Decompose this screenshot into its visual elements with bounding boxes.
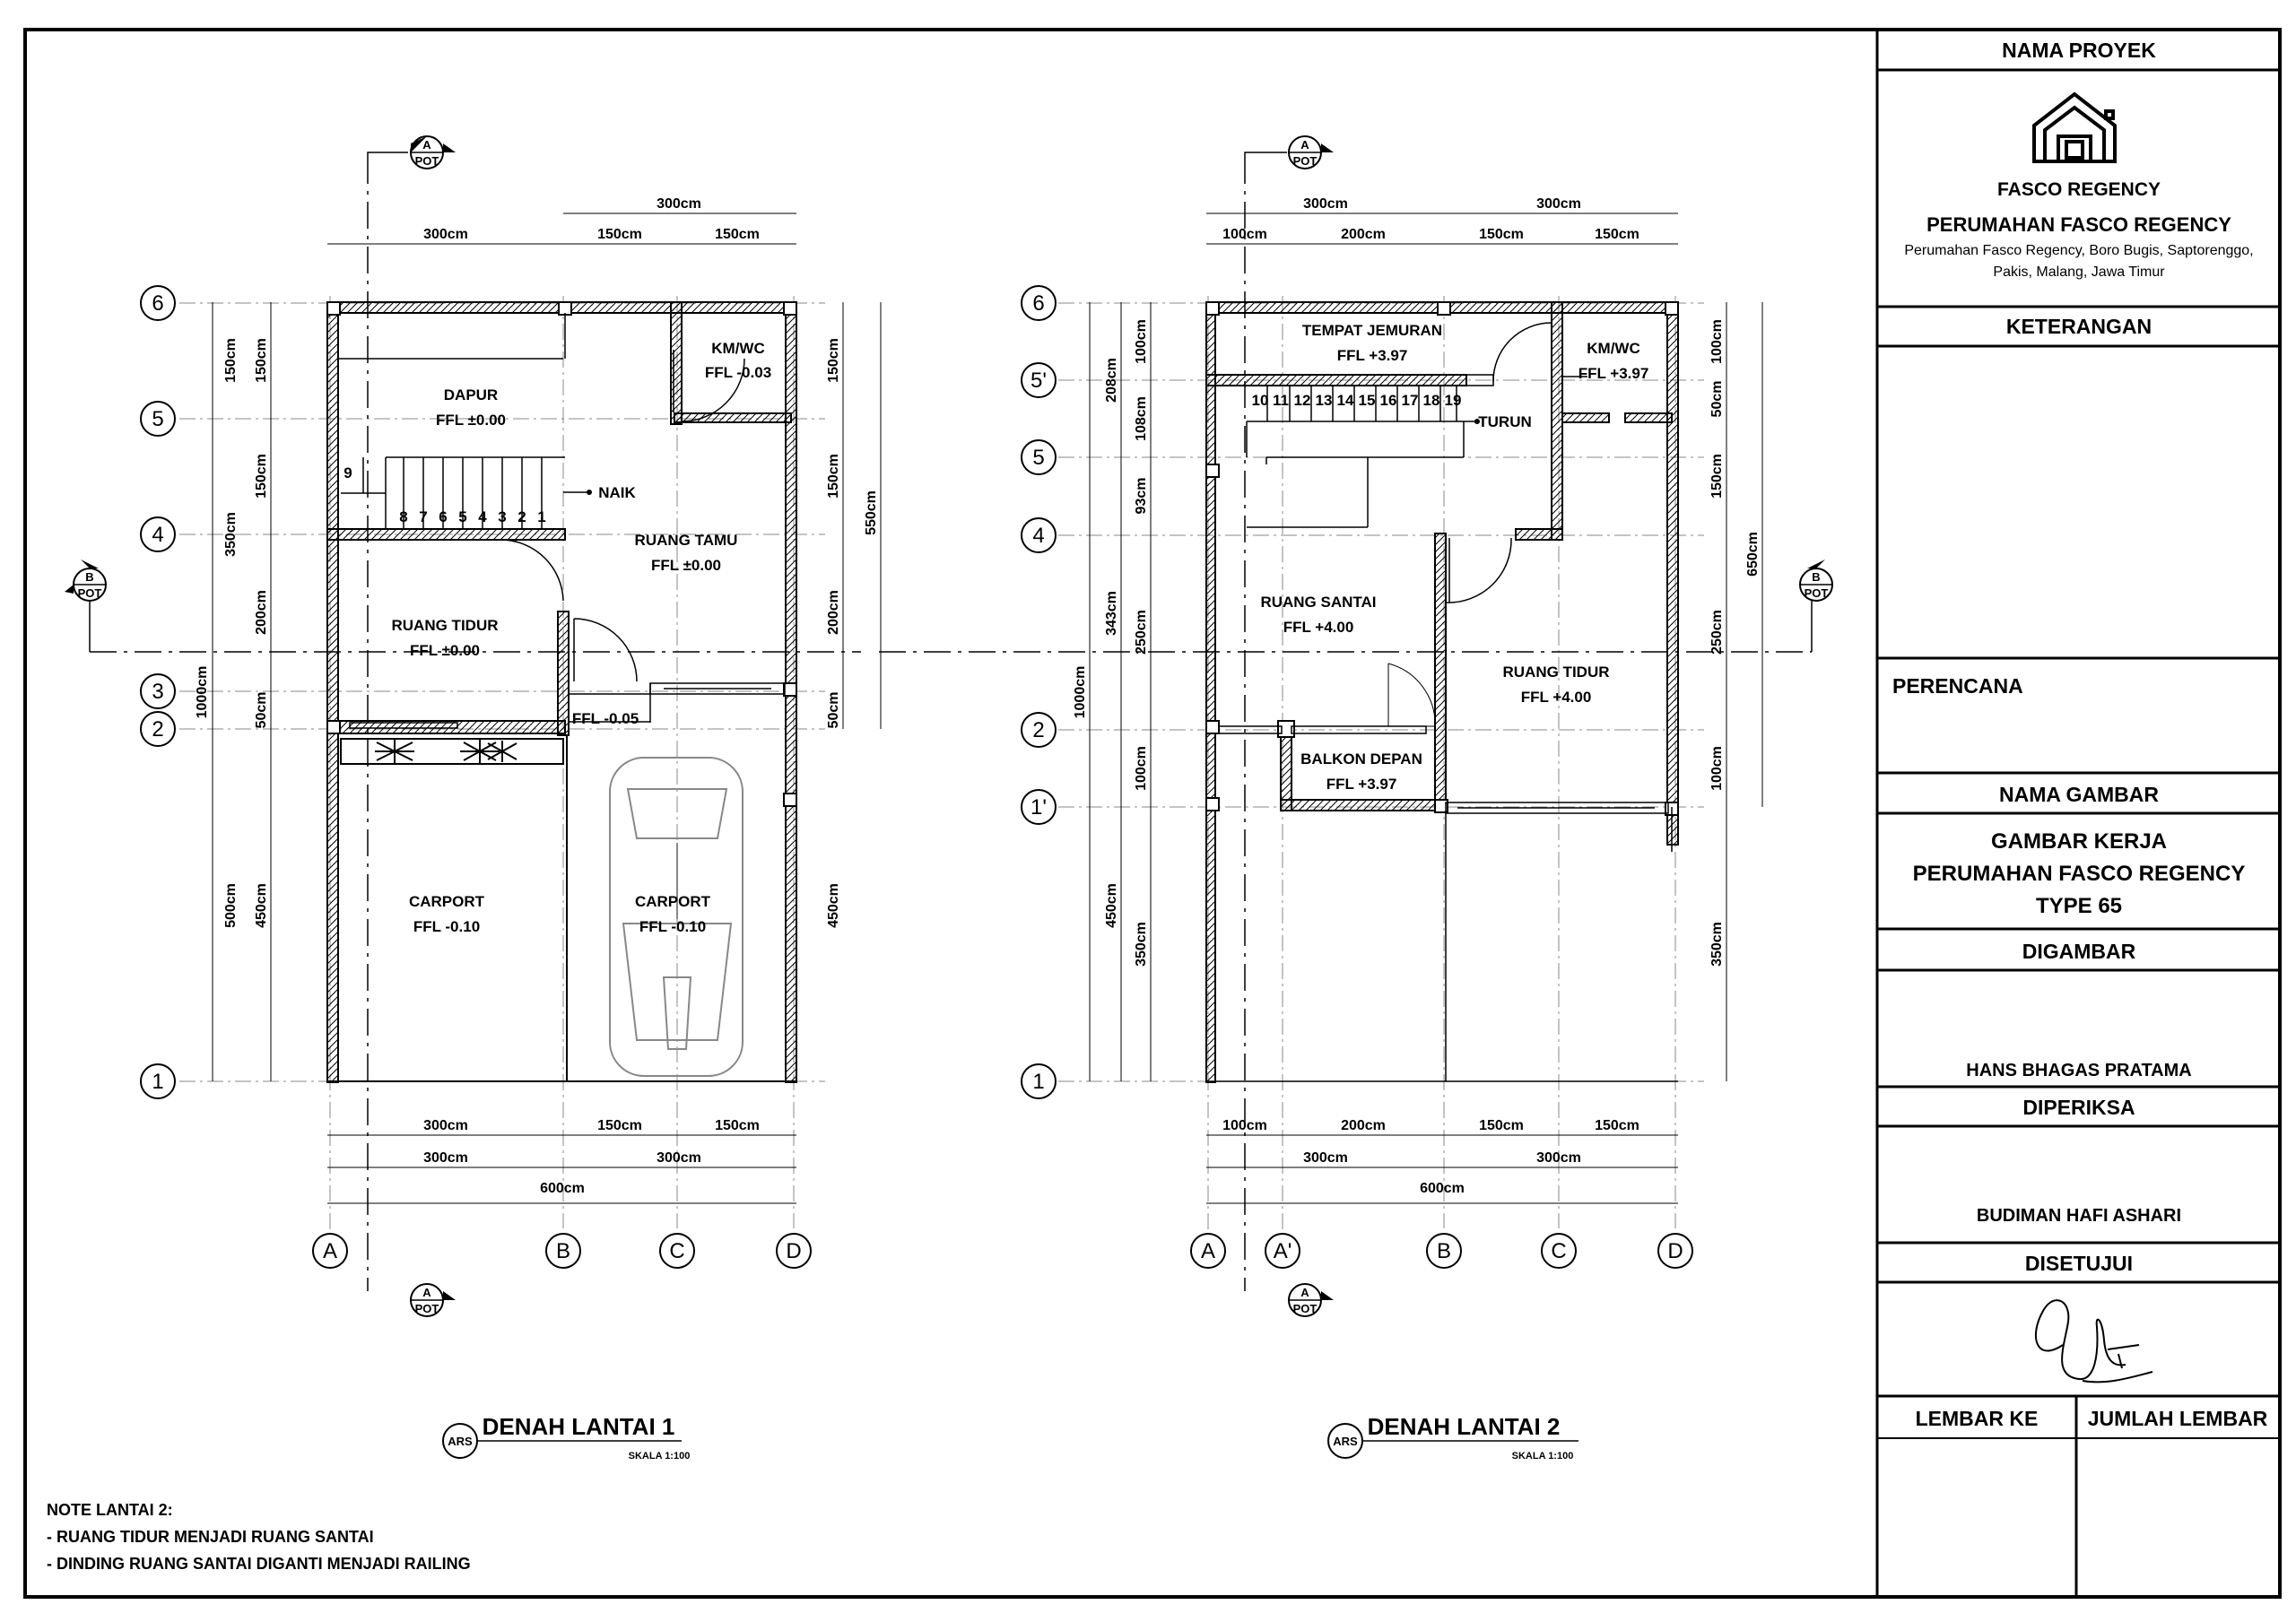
room-tidur-2: RUANG TIDUR (1502, 664, 1610, 681)
signature-icon (2036, 1300, 2152, 1382)
f1-pot-top: POT (414, 154, 439, 168)
f2-dim-left-100b: 100cm (1134, 746, 1149, 791)
checked-header: DIPERIKSA (2022, 1096, 2135, 1119)
room-tidur-ffl: FFL ±0.00 (410, 642, 480, 659)
room-dapur-ffl: FFL ±0.00 (436, 412, 506, 429)
f1-dim-right-150a: 150cm (826, 338, 841, 383)
stair-step-17: 17 (1401, 392, 1419, 409)
f2-dim-left-100: 100cm (1134, 319, 1149, 364)
stair-step-13: 13 (1315, 392, 1333, 409)
teras-ffl: FFL -0.05 (571, 710, 639, 727)
f2-dim-bot-total: 600cm (1420, 1181, 1465, 1196)
stair-naik-label: NAIK (598, 484, 636, 501)
room-jemuran: TEMPAT JEMURAN (1301, 322, 1443, 339)
f1-dim-top-b: 150cm (597, 227, 642, 242)
room-carport-1-ffl: FFL -0.10 (413, 918, 481, 935)
f1-grid-1: 1 (152, 1070, 164, 1094)
room-tidur: RUANG TIDUR (391, 617, 499, 634)
f1-dim-bot-a: 300cm (423, 1118, 468, 1133)
stair-step-11: 11 (1273, 392, 1289, 409)
f2-dim-left-343: 343cm (1104, 591, 1119, 636)
project-address-2: Pakis, Malang, Jawa Timur (1993, 265, 2165, 280)
stair-step-7: 7 (419, 508, 428, 525)
room-santai: RUANG SANTAI (1260, 594, 1377, 611)
f1-dim-bot2-a: 300cm (423, 1150, 468, 1166)
room-carport-1: CARPORT (408, 893, 485, 910)
f2-pot-a-bot: A (1300, 1286, 1309, 1299)
f2-dim-left-108: 108cm (1134, 396, 1149, 441)
stair-step-5: 5 (458, 508, 467, 525)
f2-dim-top2-a: 100cm (1222, 227, 1267, 242)
f2-grid-5p: 5' (1031, 369, 1047, 393)
f2-dim-right-100: 100cm (1709, 319, 1725, 364)
f2-pot-top: POT (1292, 154, 1318, 168)
f2-dim-right-250: 250cm (1709, 610, 1725, 655)
f1-dim-right-450: 450cm (826, 883, 841, 928)
f1-grid-a: A (322, 1239, 338, 1263)
f1-pot-a-top: A (422, 138, 431, 152)
f1-dim-left-150c: 150cm (254, 454, 269, 499)
f1-dim-bot-total: 600cm (540, 1181, 585, 1196)
f2-dim-bot-d: 150cm (1595, 1118, 1639, 1133)
f1-grid-5: 5 (152, 407, 164, 431)
drawing-name-2: PERUMAHAN FASCO REGENCY (1912, 862, 2246, 886)
drawing-name-1: GAMBAR KERJA (1990, 829, 2168, 854)
f2-grid-b: B (1436, 1239, 1452, 1263)
f2-pot-side: POT (1804, 586, 1829, 600)
f2-dim-left-total: 1000cm (1073, 665, 1088, 719)
f1-dim-left-500: 500cm (223, 883, 239, 928)
drawn-by: HANS BHAGAS PRATAMA (1966, 1061, 2192, 1080)
car-icon (610, 758, 743, 1076)
f2-dim-bot-c: 150cm (1479, 1118, 1524, 1133)
room-tamu: RUANG TAMU (634, 532, 738, 549)
f1-grid-d: D (786, 1239, 802, 1263)
f1-dim-right-50: 50cm (826, 691, 841, 729)
f1-pot-a-bot: A (422, 1286, 431, 1299)
f1-title: DENAH LANTAI 1 (482, 1413, 675, 1440)
f2-grid-a: A (1200, 1239, 1216, 1263)
f1-dim-top-a: 300cm (423, 227, 468, 242)
room-kmwc-2-ffl: FFL +3.97 (1578, 365, 1649, 382)
room-jemuran-ffl: FFL +3.97 (1336, 347, 1408, 364)
f1-dim-left-total: 1000cm (195, 665, 210, 719)
f2-dim-top2-b: 200cm (1341, 227, 1386, 242)
room-kmwc-2: KM/WC (1587, 340, 1640, 357)
f1-pot-side: POT (77, 586, 102, 600)
room-tidur-2-ffl: FFL +4.00 (1520, 689, 1592, 706)
f1-grid-c: C (669, 1239, 685, 1263)
f2-dim-right-100b: 100cm (1709, 746, 1725, 791)
f2-dim-left-350: 350cm (1134, 922, 1149, 967)
f2-dim-top-b: 300cm (1536, 196, 1581, 212)
f2-grid-d: D (1667, 1239, 1683, 1263)
f2-dim-right-50: 50cm (1709, 380, 1725, 418)
f1-pot-b: B (85, 570, 94, 584)
room-santai-ffl: FFL +4.00 (1283, 619, 1354, 636)
sheet-no-label: LEMBAR KE (1915, 1407, 2039, 1430)
f2-grid-2: 2 (1032, 718, 1045, 742)
f2-dim-top-a: 300cm (1303, 196, 1348, 212)
notes-item-1: - RUANG TIDUR MENJADI RUANG SANTAI (47, 1528, 374, 1546)
f1-grid-6: 6 (152, 291, 164, 316)
f1-dim-left-450: 450cm (254, 883, 269, 928)
stair-turun-label: TURUN (1478, 413, 1532, 430)
f1-dim-bot2-b: 300cm (657, 1150, 701, 1166)
stair-step-9: 9 (344, 464, 352, 481)
title-block (1877, 39, 2280, 1597)
room-kmwc: KM/WC (711, 340, 765, 357)
f2-dim-left-250: 250cm (1134, 610, 1149, 655)
f2-dim-left-208: 208cm (1104, 358, 1119, 403)
f1-dim-left-200: 200cm (254, 590, 269, 635)
f2-grid-ap: A' (1273, 1239, 1292, 1263)
f2-grid-c: C (1551, 1239, 1567, 1263)
notes-header: KETERANGAN (2005, 315, 2152, 338)
f2-pot-b: B (1812, 570, 1821, 584)
f1-scale: SKALA 1:100 (628, 1451, 691, 1462)
f1-dim-right-550: 550cm (864, 490, 879, 535)
drawing-name-3: TYPE 65 (2035, 894, 2123, 918)
f2-grid-1p: 1' (1031, 795, 1047, 820)
stair-step-12: 12 (1293, 392, 1311, 409)
room-carport-2-ffl: FFL -0.10 (639, 918, 707, 935)
f1-dim-left-350: 350cm (223, 512, 239, 557)
project-address-1: Perumahan Fasco Regency, Boro Bugis, Saptorenggo, (1904, 243, 2254, 258)
room-tamu-ffl: FFL ±0.00 (651, 557, 721, 574)
f1-dim-left-50: 50cm (254, 691, 269, 729)
stair-step-3: 3 (498, 508, 507, 525)
f2-dim-bot2-b: 300cm (1536, 1150, 1581, 1166)
project-name: PERUMAHAN FASCO REGENCY (1926, 213, 2231, 236)
stair-step-18: 18 (1422, 392, 1440, 409)
planter-icon (375, 739, 517, 764)
company-logo-icon (2034, 94, 2115, 161)
f1-pot-bot: POT (414, 1302, 439, 1315)
f2-dim-bot2-a: 300cm (1303, 1150, 1348, 1166)
approved-header: DISETUJUI (2024, 1252, 2134, 1275)
stair-step-14: 14 (1336, 392, 1354, 409)
f1-dim-right-150b: 150cm (826, 454, 841, 499)
room-carport-2: CARPORT (634, 893, 711, 910)
project-header: NAMA PROYEK (2002, 39, 2156, 62)
f1-grid-3: 3 (152, 680, 164, 704)
f1-dim-top-c: 150cm (715, 227, 760, 242)
stair-step-15: 15 (1358, 392, 1376, 409)
planner-label: PERENCANA (1892, 674, 2023, 698)
f2-dim-top2-d: 150cm (1595, 227, 1639, 242)
stair-step-4: 4 (478, 508, 487, 525)
f2-dim-right-350: 350cm (1709, 922, 1725, 967)
f1-dim-bot-c: 150cm (715, 1118, 760, 1133)
drawn-header: DIGAMBAR (2022, 940, 2136, 963)
f2-title: DENAH LANTAI 2 (1367, 1413, 1561, 1440)
f2-pot-bot: POT (1292, 1302, 1318, 1315)
f2-grid-1: 1 (1032, 1070, 1045, 1094)
stair-step-2: 2 (517, 508, 526, 525)
f1-dim-right-200: 200cm (826, 590, 841, 635)
f1-tag: ARS (448, 1435, 473, 1448)
f2-pot-a-top: A (1300, 138, 1309, 152)
room-balkon-ffl: FFL +3.97 (1326, 776, 1397, 793)
f1-grid-4: 4 (152, 523, 164, 547)
stair-step-8: 8 (399, 508, 408, 525)
f2-grid-4: 4 (1032, 524, 1045, 548)
f2-grid-5: 5 (1032, 446, 1045, 470)
f1-dim-left-150a: 150cm (223, 338, 239, 383)
f2-dim-right-650: 650cm (1745, 532, 1761, 577)
notes-item-2: - DINDING RUANG SANTAI DIGANTI MENJADI RAILING (47, 1555, 471, 1573)
f2-scale: SKALA 1:100 (1511, 1451, 1574, 1462)
f1-grid-b: B (555, 1239, 571, 1263)
room-balkon: BALKON DEPAN (1300, 750, 1422, 768)
sheet-total-label: JUMLAH LEMBAR (2087, 1407, 2268, 1430)
f1-dim-top-total: 300cm (657, 196, 701, 212)
stair-step-19: 19 (1444, 392, 1462, 409)
room-dapur: DAPUR (443, 386, 499, 403)
f1-dim-bot-b: 150cm (597, 1118, 642, 1133)
stair-step-10: 10 (1251, 392, 1269, 409)
stair-step-1: 1 (537, 508, 546, 525)
f1-grid-2: 2 (152, 717, 164, 742)
f2-dim-bot-a: 100cm (1222, 1118, 1267, 1133)
logo-text: FASCO REGENCY (1996, 179, 2161, 200)
checked-by: BUDIMAN HAFI ASHARI (1976, 1206, 2182, 1226)
stair-step-6: 6 (439, 508, 448, 525)
f2-dim-left-450: 450cm (1104, 883, 1119, 928)
f2-grid-6: 6 (1032, 291, 1045, 316)
f2-dim-bot-b: 200cm (1341, 1118, 1386, 1133)
f2-dim-top2-c: 150cm (1479, 227, 1524, 242)
room-kmwc-ffl: FFL -0.03 (704, 364, 772, 381)
f2-dim-right-150: 150cm (1709, 454, 1725, 499)
stair-step-16: 16 (1379, 392, 1397, 409)
notes-heading: NOTE LANTAI 2: (47, 1501, 173, 1519)
f2-dim-left-93: 93cm (1134, 477, 1149, 515)
f2-tag: ARS (1333, 1435, 1358, 1448)
f1-dim-left-150b: 150cm (254, 338, 269, 383)
drawing-name-header: NAMA GAMBAR (1998, 783, 2160, 806)
